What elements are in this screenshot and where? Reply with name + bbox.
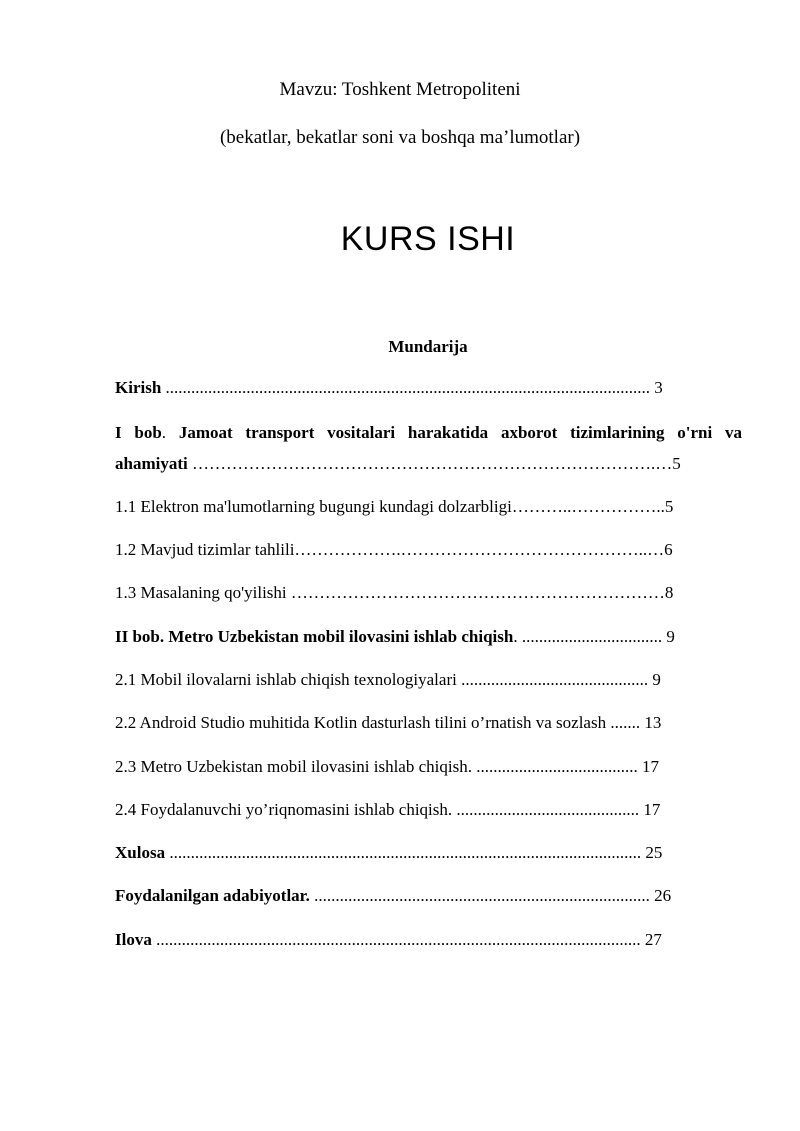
toc-entry-page: 17 xyxy=(643,800,661,819)
toc-entry-1-3[interactable] xyxy=(115,581,673,605)
toc-entry-2-3[interactable] xyxy=(115,755,659,779)
toc-entry-leader: ………………………………………………………… xyxy=(286,583,665,602)
toc-entry-ilova[interactable] xyxy=(115,928,662,952)
toc-entry-leader: ……………….……………………………………..… xyxy=(294,540,665,559)
toc-entry-page: 9 xyxy=(652,670,661,689)
document-type-title: KURS ISHI xyxy=(340,220,516,258)
toc-entry-page: 27 xyxy=(644,930,662,949)
toc-entry-page: 5 xyxy=(672,454,681,473)
toc-entry-title: 2.3 Metro Uzbekistan mobil ilovasini ishlab chiqish. xyxy=(115,757,472,776)
toc-entry-leader: .................................................................................................................. xyxy=(161,378,655,397)
toc-entry-1-1[interactable] xyxy=(115,495,673,519)
toc-entry-page: 3 xyxy=(654,378,663,397)
toc-entry-kirish[interactable] xyxy=(115,376,663,400)
toc-entry-title-continued: ahamiyati xyxy=(115,454,188,473)
toc-entry-title: Xulosa xyxy=(115,843,166,862)
toc-entry-leader: ....... xyxy=(606,713,645,732)
toc-entry-2-1[interactable] xyxy=(115,668,661,692)
toc-entry-leader: ………..…………….. xyxy=(511,497,665,516)
toc-entry-title: II bob. Metro Uzbekistan mobil ilovasini ishlab chiqish xyxy=(115,627,514,646)
toc-entry-2-4[interactable] xyxy=(115,798,660,822)
toc-entry-separator: . xyxy=(161,423,179,442)
toc-entry-chapter-label: I bob xyxy=(115,423,162,442)
toc-entry-leader: ............................................ xyxy=(456,670,653,689)
toc-entry-leader: .................................................................................................................. xyxy=(151,930,645,949)
toc-entry-page: 13 xyxy=(644,713,662,732)
toc-entry-title: Jamoat transport vositalari harakatida axborot tizimlarining o'rni va xyxy=(178,423,742,442)
toc-entry-title: Kirish xyxy=(115,378,162,397)
toc-entry-title: Foydalanilgan adabiyotlar. xyxy=(115,886,310,905)
toc-entry-title: 2.2 Android Studio muhitida Kotlin dasturlash tilini o’rnatish va sozlash xyxy=(115,713,607,732)
toc-entry-leader: ............................................................................................................... xyxy=(165,843,646,862)
subject-subtitle: (bekatlar, bekatlar soni va boshqa ma’lumotlar) xyxy=(219,127,581,148)
toc-entry-chapter-1-line-2[interactable] xyxy=(115,452,681,476)
toc-entry-page: 9 xyxy=(666,627,675,646)
toc-entry-leader: ........................................... xyxy=(452,800,644,819)
toc-entry-leader: . ................................. xyxy=(513,627,667,646)
toc-entry-title: Ilova xyxy=(115,930,152,949)
toc-entry-page: 5 xyxy=(664,497,674,516)
toc-entry-page: 8 xyxy=(664,583,674,602)
toc-entry-title: 1.2 Mavjud tizimlar tahlili xyxy=(115,540,295,559)
toc-entry-title: 1.3 Masalaning qo'yilishi xyxy=(115,583,287,602)
toc-entry-xulosa[interactable] xyxy=(115,841,662,865)
toc-entry-chapter-2[interactable] xyxy=(115,625,675,649)
toc-entry-leader: ...................................... xyxy=(471,757,642,776)
toc-entry-chapter-1-line-1[interactable] xyxy=(115,421,742,445)
toc-entry-leader: ……………………………………………………………………….… xyxy=(187,454,673,473)
toc-entry-page: 17 xyxy=(641,757,659,776)
toc-entry-title: 2.1 Mobil ilovalarni ishlab chiqish texnologiyalari xyxy=(115,670,457,689)
toc-entry-page: 25 xyxy=(645,843,663,862)
toc-entry-title: 2.4 Foydalanuvchi yo’riqnomasini ishlab chiqish. xyxy=(115,800,453,819)
toc-entry-2-2[interactable] xyxy=(115,711,661,735)
toc-entry-leader: ............................................................................... xyxy=(309,886,655,905)
toc-entry-page: 6 xyxy=(664,540,673,559)
toc-entry-page: 26 xyxy=(654,886,672,905)
toc-heading: Mundarija xyxy=(388,337,468,356)
toc-entry-adabiyotlar[interactable] xyxy=(115,884,671,908)
toc-entry-title: 1.1 Elektron ma'lumotlarning bugungi kundagi dolzarbligi xyxy=(115,497,512,516)
toc-entry-1-2[interactable] xyxy=(115,538,673,562)
subject-title: Mavzu: Toshkent Metropoliteni xyxy=(279,79,521,100)
